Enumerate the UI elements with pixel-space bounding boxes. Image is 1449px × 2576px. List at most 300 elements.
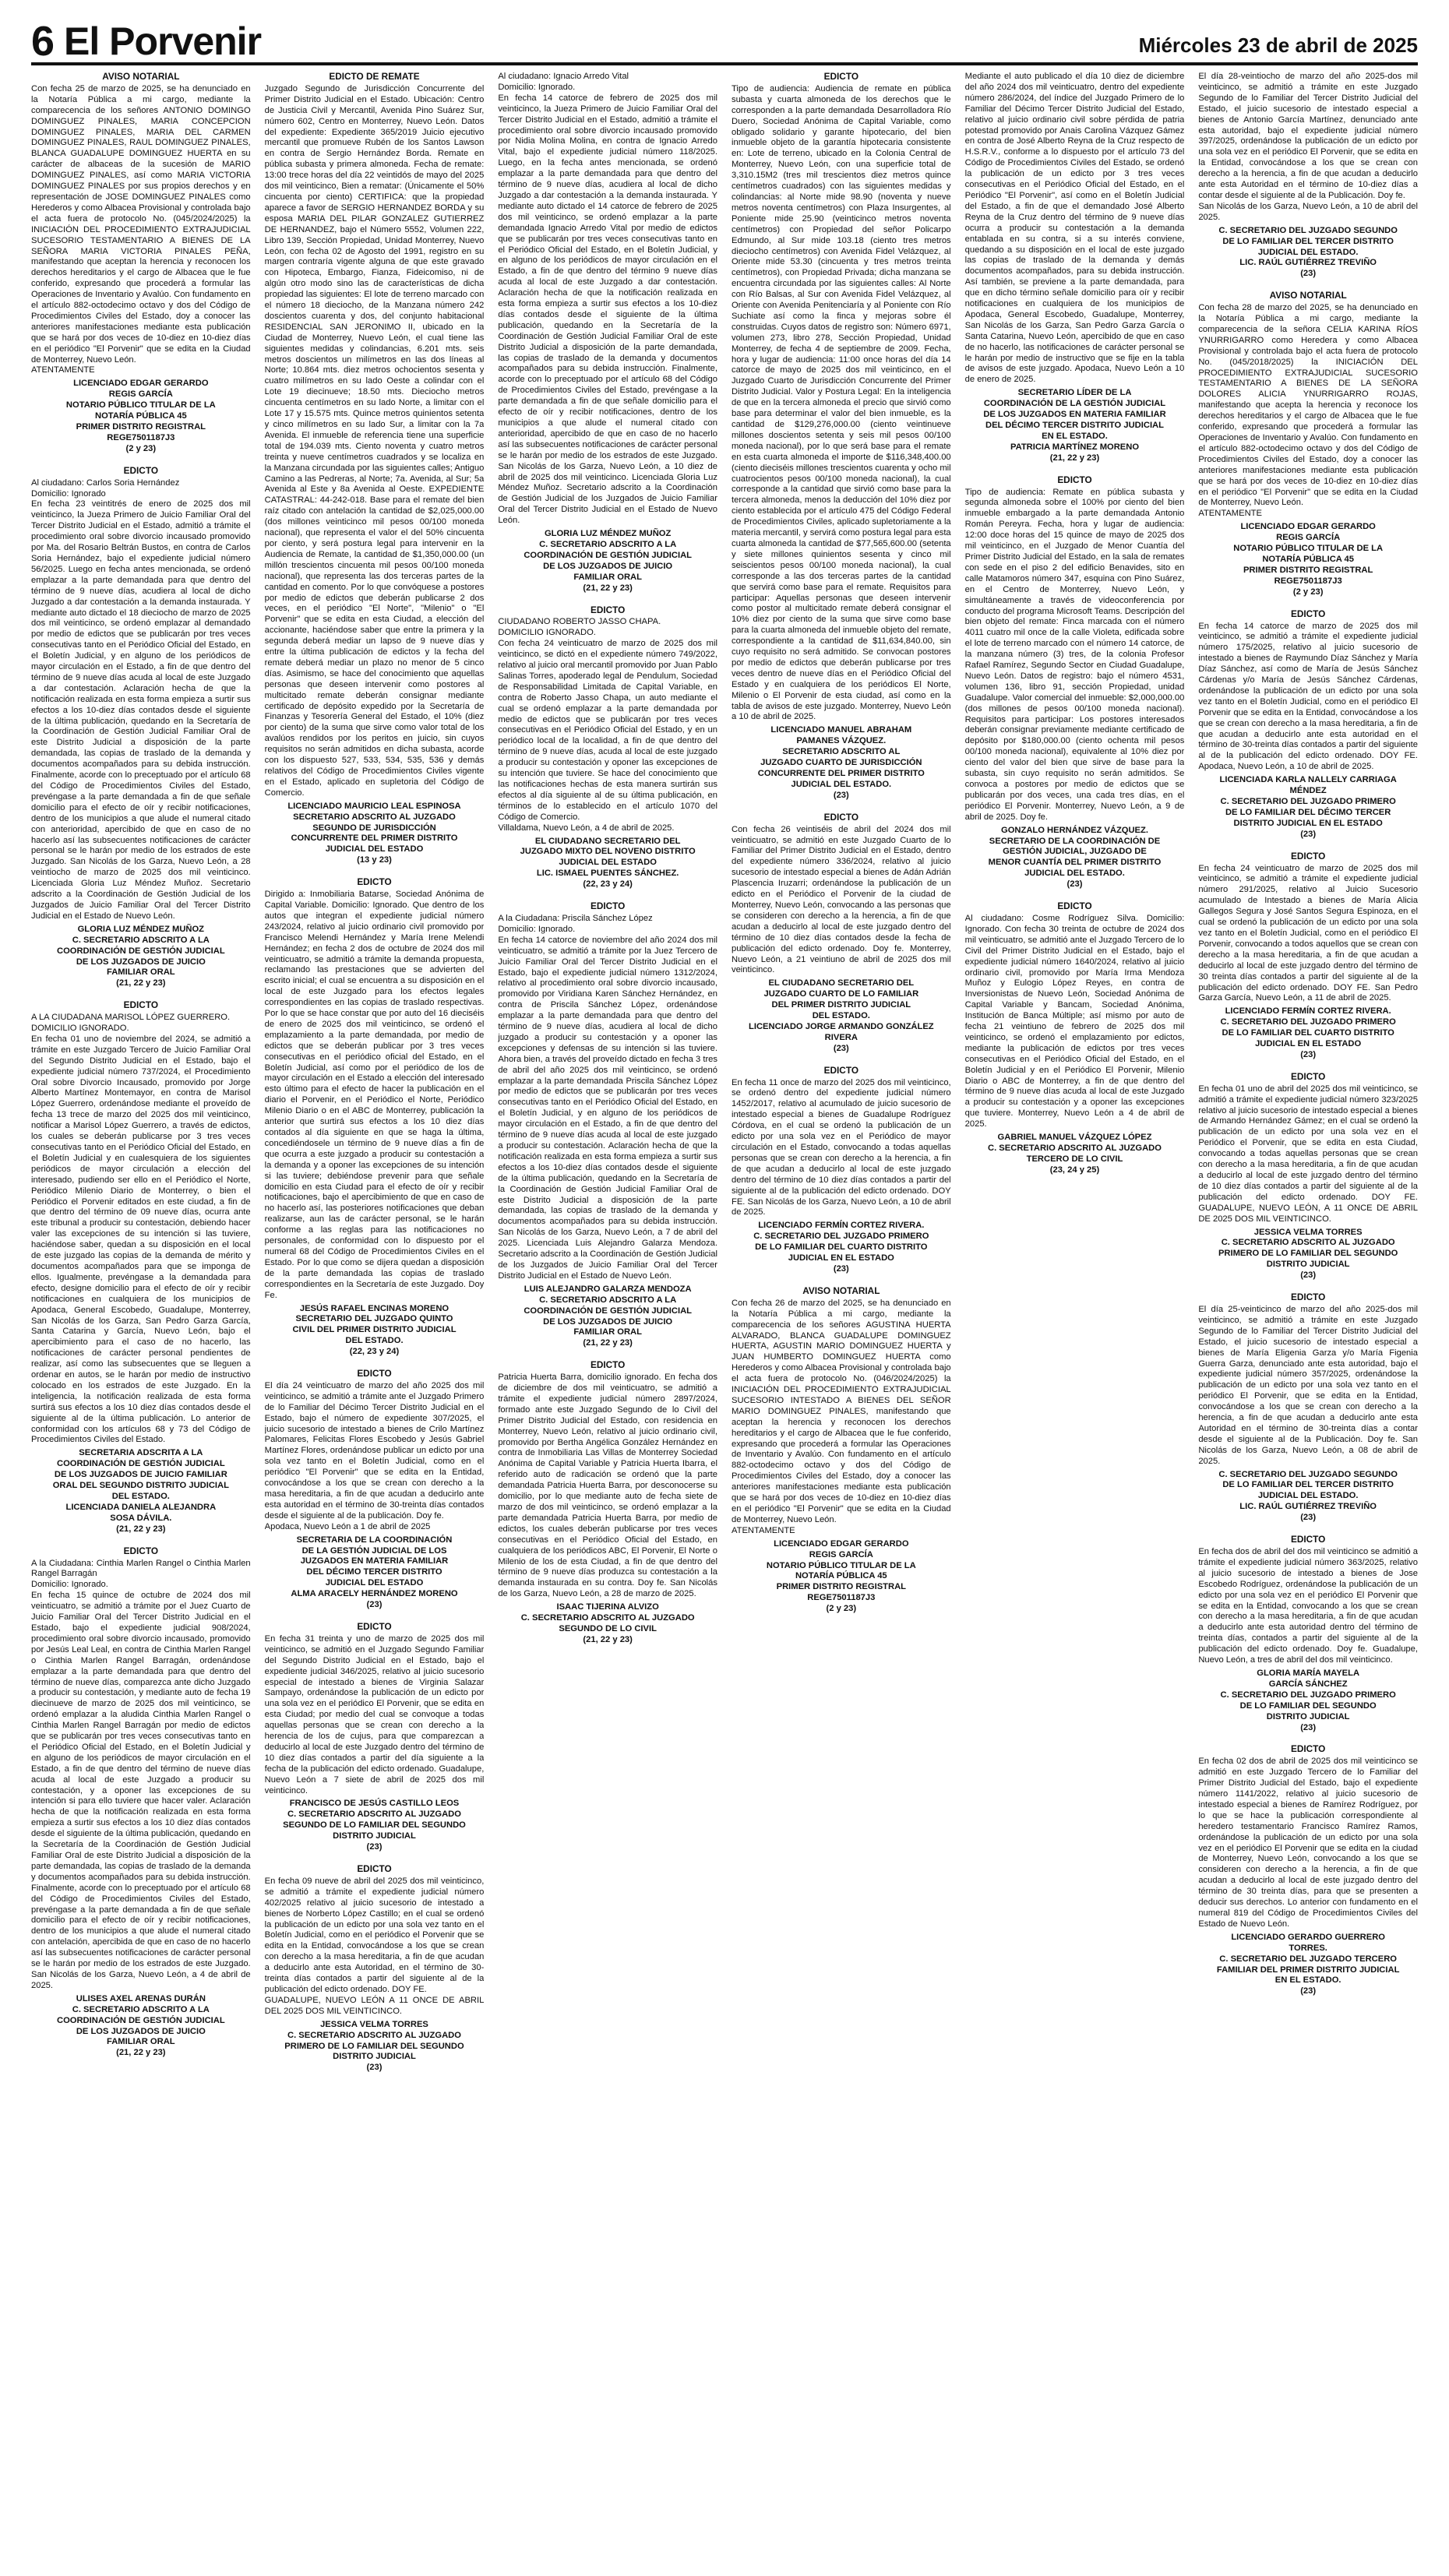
signature-line: (2 y 23) (125, 443, 157, 453)
signature-line: (13 y 23) (357, 855, 392, 865)
signature-line: LUIS ALEJANDRO GALARZA MENDOZA (524, 1284, 692, 1294)
notice-title: EDICTO (1290, 1534, 1326, 1545)
signature-line: (21, 22 y 23) (116, 1524, 166, 1534)
notice-signature (265, 802, 485, 866)
notice-title: EDICTO (357, 1863, 392, 1874)
notice-body (1198, 1757, 1418, 1930)
notice-paragraph: Domicilio: Ignorado. (31, 1580, 108, 1590)
notice-title: AVISO NOTARIAL (802, 1284, 880, 1296)
signature-line: DE LA GESTIÓN JUDICIAL DE LOS (301, 1545, 447, 1556)
notice-paragraph: En fecha 31 treinta y uno de marzo de 2025 dos mil veinticinco, se admitió en el Juzgado Segundo Familiar del Segundo Distrito Judicial en el Estado, bajo el expediente judicial 346/2025, relativo al juicio sucesorio especial de intestado a bienes de Virginia Salazar Sampayo, ordenándose la publicación de un edicto por una sola vez en el periódico El Porvenir, que se edita en esta Ciudad; por medio del cual se convoque a todas aquellas personas que se crean con derecho a la herencia de los de cujus, para que comparezcan a deducirlo al local de este Juzgado dentro del término de 10 diez días contados a partir del día siguiente a la fecha de la publicación del edicto ordenado. Guadalupe, Nuevo León a 7 siete de abril de 2025 dos mil veinticinco. (264, 1633, 485, 1795)
signature-line: DE LO FAMILIAR DEL TERCER DISTRITO (1222, 236, 1394, 246)
notice-signature (498, 837, 717, 891)
signature-line: REGIS GARCÍA (809, 1549, 873, 1559)
signature-line: EN EL ESTADO. (1274, 1975, 1341, 1986)
notice-signature (1198, 1933, 1418, 1997)
signature-line: (23) (1300, 1513, 1317, 1523)
notice-signature (1198, 1228, 1418, 1282)
notice-paragraph: En fecha dos de abril del dos mil veinticinco se admitió a trámite el expediente judicial número 363/2025, relativo al juicio sucesorio de intestado a bienes de Jose Escobedo Rodríguez, ordenándose la publicación de un edicto por una sola vez en el periódico El Porvenir que se edita en la Entidad, convocando a los que se crean con derecho a la masa hereditaria, a fin de que acudan a deducirlo ante esta autoridad dentro del término de treinta días, contados a partir del siguiente al de la publicación del edicto ordenado. Doy fe. Guadalupe, Nuevo León, a tres de abril del dos mil veinticinco. (1198, 1547, 1418, 1665)
signature-line: (23) (1300, 269, 1317, 279)
newspaper-logo: El Porvenir (64, 19, 262, 63)
signature-line: C. SECRETARIO DEL JUZGADO PRIMERO (1220, 1690, 1396, 1700)
notice-title: EDICTO (590, 900, 626, 912)
signature-line: (2 y 23) (826, 1604, 857, 1614)
signature-line: NOTARÍA PÚBLICA 45 (94, 411, 187, 421)
signature-line: REGE7501187J3 (107, 432, 175, 442)
legal-notice (31, 1000, 251, 1535)
signature-line: SECRETARIO DE LA COORDINACIÓN DE (989, 836, 1161, 846)
notice-column (732, 72, 951, 2572)
signature-line: LIC. RAÚL GUTIÉRREZ TREVIÑO (1239, 258, 1377, 268)
legal-notice (965, 475, 1185, 890)
signature-line: MENOR CUANTÍA DEL PRIMER DISTRITO (988, 858, 1162, 868)
signature-line: (22, 23 y 24) (583, 879, 633, 890)
notice-body (265, 1381, 485, 1533)
notice-paragraph: ATENTAMENTE (31, 365, 95, 375)
notice-paragraph: En fecha 02 dos de abril de 2025 dos mil veinticinco se admitió en este Juzgado Tercero de lo Familiar del Primer Distrito Judicial del Estado, bajo el expediente número 1141/2022, relativo al juicio sucesorio de intestado especial a bienes de Ramírez Rodríguez, por lo que se hace la publicación correspondiente al heredero testamentario Francisco Ramírez Ramos, ordenándose la publicación de un edicto por una sola vez en el periódico El Porvenir que se edita en la ciudad de Monterrey, Nuevo León, convocando a los que se consideren con derecho a la herencia, a fin de que acudan a deducirlo al local de este juzgado dentro del término de 30 treinta días, para que se presenten a deducir sus derechos. Lo anterior con fundamento en el numeral 819 del Código de Procedimientos Civiles del Estado de Nuevo León. (1198, 1757, 1418, 1929)
legal-notice (265, 1622, 485, 1853)
notice-title: EDICTO (823, 811, 858, 823)
legal-notice (965, 901, 1185, 1176)
notice-paragraph: Apodaca, Nuevo León a 1 de abril de 2025 (264, 1521, 431, 1531)
notice-signature (1198, 1470, 1418, 1524)
notice-title: EDICTO (357, 1368, 392, 1380)
notice-paragraph: El día 25-veinticinco de marzo del año 2025-dos mil veinticinco, se admitió a trámite en este Juzgado Segundo de lo Familiar del Tercer Distrito Judicial del Estado, el juicio sucesorio de intestado especial a bienes de María Eligenia Garza y/o María Figenia Guerra Garza, denunciado ante esta autoridad, bajo el expediente judicial número 357/2025, ordenándose la publicación de un edicto por una sola vez tanto en el periódico El Porvenir, que se edita en la Entidad, convocándose a los que se crean con derecho a la herencia, a fin de que acudan a deducirlo ante esta Autoridad en el término de 30-treinta días a contar desde el siguiente al de la Publicación. Doy fe. San Nicolás de los Garza, Nuevo León, a 08 de abril de 2025. (1198, 1304, 1418, 1466)
signature-line: CONCURRENTE DEL PRIMER DISTRITO (757, 769, 925, 778)
notice-signature (265, 1535, 485, 1611)
signature-line: GABRIEL MANUEL VÁZQUEZ LÓPEZ (997, 1133, 1152, 1143)
legal-notice (1198, 1535, 1418, 1733)
signature-line: NOTARIO PÚBLICO TITULAR DE LA (65, 400, 216, 411)
legal-notice (1198, 291, 1418, 597)
signature-line: DE LOS JUZGADOS EN MATERIA FAMILIAR (983, 410, 1166, 420)
signature-line: TORRES. (1289, 1943, 1327, 1953)
signature-line: CONCURRENTE DEL PRIMER DISTRITO (291, 833, 458, 844)
notice-signature (1198, 226, 1418, 280)
brand (31, 18, 262, 65)
notice-paragraph: En fecha 23 veintitrés de enero de 2025 dos mil veinticinco, la Jueza Primero de Juicio Familiar Oral del Tercer Distrito Judicial en el Estado, admitió a trámite el procedimiento oral sobre divorcio incausado promovido por Ma. del Rosario Beltrán Bustos, en contra de Carlos Soria Hernández, bajo el expediente judicial número 56/2025. Luego en fecha antes mencionada, se ordenó emplazar a la parte demandada para que dentro del término de 9 nueve días, acudiera al local de dicho Juzgado a dar contestación a la demanda instaurada. Y mediante auto dictado el 18 dieciocho de marzo de 2025 dos mil veinticinco, se ordenó emplazar al demandado por medio de edictos que se publicarán por tres veces consecutivas tanto en el Periódico Oficial del Estado, en el Boletín Judicial, y en alguno de los periódicos de mayor circulación en el Estado, a fin de que dentro del término de 9 nueve días acuda al local de este Juzgado a dar contestación. Aclaración hecha de que la notificación realizada en esta forma empieza a surtir sus efectos a los 10-diez días contados desde el siguiente de la última publicación, quedando en la Secretaría de la Coordinación de Gestión Judicial Familiar Oral de este Distrito Judicial a disposición de la parte demandada, las copias de traslado de la demanda y documentos acompañados para su debida instrucción. Finalmente, acorde con lo preceptuado por el artículo 68 del Código de Procedimientos Civiles del Estado, prevéngase a la parte demandada a fin de que señale domicilio para el efecto de oír y recibir notificaciones, dentro de los municipios a que alude el numeral citado con anterioridad, apercibido de que en caso de no hacerlo así las subsecuentes notificaciones de carácter personal se le harán por medio de los estrados de este Juzgado. San Nicolás de los Garza, Nuevo León, a 28 veintiocho de marzo de 2025 dos mil veinticinco. Licenciada Gloria Luz Méndez Muñoz. Secretario adscrito a la Coordinación de Gestión Judicial de los Juzgados de Juicio Familiar Oral del Tercer Distrito Judicial en el Estado de Nuevo León. (31, 499, 251, 921)
signature-line: PAMANES VÁZQUEZ. (796, 736, 887, 746)
signature-line: JUZGADO MIXTO DEL NOVENO DISTRITO (520, 847, 696, 857)
legal-notice (31, 72, 251, 455)
notice-paragraph: Con fecha 28 de marzo del 2025, se ha denunciado en la Notaría Pública a mi cargo, mediante la comparecencia de la señora CELIA KARINA RÍOS YNURRIGARRO como Heredera y como Albacea Provisional y controlada bajo el acta fuera de protocolo No. (045/2018/2025) la INICIACIÓN DEL PROCEDIMIENTO EXTRAJUDICIAL SUCESORIO TESTAMENTARIO A BIENES DE LA SEÑORA DOLORES ALICIA YNURRIGARRO ROJAS, manifestando que acepta la herencia y reconoce los derechos hereditarios y el cargo de Albacea que le fue conferido, expresando que procederá a formular las Operaciones de Inventario y Avalúo. Con fundamento en el artículo 882-octodecimo octavo y dos del Código de Procedimientos Civiles del Estado, doy a conocer las anteriores manifestaciones mediante esta publicación que se hará por dos veces de 10-diez en 10-diez días en el periódico "El Porvenir" que se edita en la Ciudad de Monterrey, Nuevo León. (1198, 303, 1418, 508)
signature-line: SECRETARIA DE LA COORDINACIÓN (296, 1535, 453, 1545)
notice-signature (31, 379, 251, 454)
signature-line: GLORIA LUZ MÉNDEZ MUÑOZ (544, 529, 672, 539)
notice-paragraph: San Nicolás de los Garza, Nuevo León, a 10 de abril del 2025. (1198, 201, 1418, 222)
signature-line: (22, 23 y 24) (349, 1347, 400, 1357)
notice-paragraph: Al ciudadano: Cosme Rodríguez Silva. Domicilio: Ignorado. Con fecha 30 treinta de octubre de 2024 dos mil veinticuatro, se admitió ante el Juzgado Tercero de lo Civil del Primer Distrito Judicial en el Estado, bajo el expediente judicial número 1640/2024, relativo al juicio ordinario civil, promovido por María Irma Mendoza Muñoz y Eulogio López Reyes, en contra de Inversionistas de Nuevo León, Sociedad Anónima de Capital Variable y Bancam, Sociedad Anónima, Institución de Banca Múltiple; así mismo por auto de fecha 21 veintiuno de febrero de 2025 dos mil veinticinco, se ordenó el emplazamiento por edictos, mediante la publicación de edictos por tres veces consecutivas en el Periódico Oficial del Estado, en el Boletín Judicial y en el Periódico El Porvenir, Milenio Diario o ABC de Monterrey, a fin de que dentro del término de 9 nueve días acuda al local de este Juzgado a producir su contestación y a oponer las excepciones que tuviere. Monterrey, Nuevo León a 4 de abril de 2025. (964, 913, 1185, 1129)
notice-signature (1198, 775, 1418, 840)
notice-paragraph: ATENTAMENTE (731, 1525, 795, 1535)
signature-line: GLORIA LUZ MÉNDEZ MUÑOZ (77, 924, 205, 934)
legal-notice (1198, 609, 1418, 840)
notice-title: EDICTO (357, 1620, 392, 1632)
signature-line: LICENCIADO GERARDO GUERRERO (1231, 1932, 1385, 1942)
signature-line: PRIMER DISTRITO REGISTRAL (76, 422, 206, 432)
legal-notice (1198, 72, 1418, 280)
signature-line: JUDICIAL DEL ESTADO (559, 858, 657, 868)
signature-line: (23) (1300, 1270, 1317, 1281)
signature-line: CIVIL DEL PRIMER DISTRITO JUDICIAL (292, 1325, 457, 1335)
signature-line: JUZGADO CUARTO DE LO FAMILIAR (763, 989, 919, 999)
legal-notice (732, 812, 951, 1055)
signature-line: FRANCISCO DE JESÚS CASTILLO LEOS (289, 1799, 460, 1809)
notice-title: EDICTO (357, 876, 392, 888)
signature-line: LIC. RAÚL GUTIÉRREZ TREVIÑO (1239, 1502, 1377, 1512)
signature-line: JUDICIAL DEL ESTADO. (1257, 247, 1359, 257)
signature-line: GLORIA MARÍA MAYELA (1257, 1668, 1360, 1678)
signature-line: DEL ESTADO. (111, 1492, 170, 1501)
notice-title: AVISO NOTARIAL (102, 72, 180, 82)
signature-line: LICENCIADA DANIELA ALEJANDRA (65, 1502, 217, 1512)
legal-notice (498, 1360, 717, 1646)
masthead (31, 14, 1418, 65)
signature-line: C. SECRETARIO DEL JUZGADO SEGUNDO (1218, 1469, 1398, 1479)
signature-line: JUDICIAL DEL ESTADO (325, 844, 424, 855)
signature-line: JUDICIAL DEL ESTADO. (791, 779, 892, 789)
signature-line: DISTRITO JUDICIAL (333, 2052, 416, 2062)
signature-line: DE LO FAMILIAR DEL TERCER DISTRITO (1222, 1480, 1394, 1490)
signature-line: FAMILIAR ORAL (573, 572, 642, 582)
signature-line: (23) (1300, 1722, 1317, 1732)
signature-line: (21, 22 y 23) (583, 1634, 633, 1644)
signature-line: SECRETARIO ADSCRITO AL JUZGADO (293, 812, 456, 822)
signature-line: EL CIUDADANO SECRETARIO DEL (534, 836, 681, 846)
notice-body (965, 488, 1185, 823)
notice-title: EDICTO (123, 464, 158, 476)
notice-signature (31, 925, 251, 989)
notice-paragraph: En fecha 14 catorce de febrero de 2025 dos mil veinticinco, la Jueza Primero de Juicio Familiar Oral del Tercer Distrito Judicial en el Estado, admitió a trámite el procedimiento oral sobre divorcio incausado promovido por Nidia Molina Molina, en contra de Ignacio Arredo Vital, bajo el expediente judicial número 118/2025. Luego, en la fecha antes mencionada, se ordenó emplazar a la parte demandada para que dentro del término de 9 nueve días, acudiera al local de dicho Juzgado a dar contestación a la demanda instaurada. Y mediante auto dictado el 14 catorce de febrero de 2025 dos mil veinticinco, se ordenó emplazar a la parte demandada Ignacio Arredo Vital por medio de edictos que se publicarán por tres veces consecutivas tanto en el Periódico Oficial del Estado, en el Boletín Judicial, y en alguno de los periódicos de mayor circulación en el Estado, a fin de que dentro del término 9 nueve días acuda al local de este Juzgado a dar contestación. Aclaración hecha de que la notificación realizada en esta forma empieza a surtir sus efectos a los 10-diez días contados desde el siguiente de la última publicación, quedando en la Secretaría de la Coordinación de Gestión Judicial Familiar Oral de este Distrito Judicial a disposición de la parte demandada, las copias de traslado de la demanda y documentos acompañados para su debida instrucción. Finalmente, acorde con lo preceptuado por el artículo 68 del Código de Procedimientos Civiles del Estado, prevéngase a la parte demandada a fin de que señale domicilio para el efecto de oír y recibir notificaciones, dentro de los municipios a que alude el numeral citado con anterioridad, apercibido de que en caso de no hacerlo así las subsecuentes notificaciones de carácter personal se le harán por medio de los estrados de este Juzgado. San Nicolás de los Garza, Nuevo León, a 10 diez de abril de 2025 dos mil veinticinco. Licenciada Gloria Luz Méndez Muñoz. Secretario adscrito a la Coordinación de Gestión Judicial de los Juzgados de Juicio Familiar Oral del Tercer Distrito Judicial en el Estado de Nuevo León. (498, 93, 717, 526)
notice-paragraph: En fecha 01 uno de abril del 2025 dos mil veinticinco, se admitió a trámite el expediente judicial número 323/2025 relativo al juicio sucesorio de intestado especial a bienes de Armando Hernández Gámez; en el cual se ordenó la publicación de un edicto por una sola vez en el Periódico el Porvenir, que se edita en esta Ciudad, convocando a todas aquellas personas que se crean con derecho a la masa hereditaria, a fin de que acudan a deducirlo al local de este juzgado dentro del término de 10 diez días contados a partir del siguiente al de la publicación del edicto ordenado. DOY FE. GUADALUPE, NUEVO LEÓN, A 11 ONCE DE ABRIL DE 2025 DOS MIL VEINTICINCO. (1198, 1084, 1418, 1224)
notice-body (498, 72, 717, 527)
signature-line: LIC. ISMAEL PUENTES SÁNCHEZ. (536, 869, 679, 879)
signature-line: (21, 22 y 23) (116, 978, 166, 988)
legal-notice (732, 1066, 951, 1275)
signature-line: C. SECRETARIO DEL JUZGADO SEGUNDO (1218, 225, 1398, 235)
signature-line: DE LO FAMILIAR DEL DÉCIMO TERCER (1225, 807, 1391, 817)
signature-line: DE LOS JUZGADOS DE JUICIO FAMILIAR (54, 1470, 227, 1480)
notice-body (1198, 303, 1418, 520)
notice-body (31, 1559, 251, 1992)
signature-line: PRIMER DISTRITO REGISTRAL (1243, 565, 1373, 575)
signature-line: C. SECRETARIO ADSCRITO AL JUZGADO (520, 1613, 695, 1623)
notice-signature (732, 1539, 951, 1615)
signature-line: REGIS GARCÍA (1276, 533, 1341, 543)
notice-title: EDICTO (823, 72, 858, 82)
signature-line: JESSICA VELMA TORRES (1253, 1227, 1363, 1237)
signature-line: JUDICIAL DEL ESTADO (325, 1578, 424, 1588)
notice-body (498, 1373, 717, 1600)
signature-line: REGE7501187J3 (807, 1593, 876, 1603)
signature-line: COORDINACIÓN DE GESTIÓN JUDICIAL (56, 1459, 225, 1469)
signature-line: DE LO FAMILIAR DEL SEGUNDO (1239, 1700, 1377, 1711)
signature-line: (23) (366, 1842, 383, 1852)
notice-paragraph: Domicilio: Ignorado. (498, 924, 576, 934)
signature-line: ORAL DEL SEGUNDO DISTRITO JUDICIAL (52, 1481, 229, 1491)
notice-signature (265, 1304, 485, 1358)
signature-line: DEL DÉCIMO TERCER DISTRITO (306, 1567, 442, 1577)
signature-line: (21, 22 y 23) (583, 1338, 633, 1348)
notice-paragraph: En fecha 14 catorce de noviembre del año 2024 dos mil veinticuatro, se admitió a trámite por la Juez Tercero de Juicio Familiar Oral del Tercer Distrito Judicial en el Estado, bajo el expediente judicial número 1312/2024, relativo al procedimiento oral sobre divorcio incausado, promovido por Viridiana Karen Sánchez Hernández, en contra de Priscila Sánchez López, ordenándose emplazar a la parte demandada para que dentro del término de 9 nueve días, acudiera al local de dicho juzgado a producir su contestación y a oponer las excepciones y defensas de su intención si las tuviere. Ahora bien, a través del proveído dictado en fecha 3 tres de abril del año 2025 dos mil veinticinco, se ordenó emplazar a la parte demandada Priscila Sánchez López por medio de edictos que se publicarán por tres veces consecutivas tanto en el Periódico Oficial del Estado, en el Boletín Judicial, y en alguno de los periódicos de mayor circulación en el Estado, a fin de que dentro del término de 9 nueve días acuda al local de este juzgado a producir su contestación. Aclaración hecha de que la notificación realizada en esta forma empieza a surtir sus efectos a los 10-diez días contados desde el siguiente de la última publicación, quedando en la Secretaría de la Coordinación de Gestión Judicial Familiar Oral de este Distrito Judicial a disposición de la parte demandada, las copias de traslado de la demanda y documentos acompañados para su debida instrucción. San Nicolás de los Garza, Nuevo León, a 7 de abril del 2025. Licenciada Luis Alejandro Galarza Mendoza. Secretario adscrito a la Coordinación de Gestión Judicial de los Juzgados de Juicio Familiar Oral del Tercer Distrito Judicial en el Estado de Nuevo León. (498, 935, 717, 1281)
signature-line: (21, 22 y 23) (116, 2048, 166, 2058)
notice-signature (732, 978, 951, 1054)
signature-line: JUDICIAL DEL ESTADO. (1024, 869, 1125, 879)
legal-notice (1198, 851, 1418, 1061)
signature-line: LICENCIADO MANUEL ABRAHAM (770, 725, 912, 735)
notice-paragraph: A la Ciudadana: Cinthia Marlen Rangel o Cinthia Marlen Rangel Barragán (31, 1558, 251, 1579)
notice-title: AVISO NOTARIAL (1269, 290, 1347, 301)
signature-line: DE LOS JUZGADOS DE JUICIO (76, 2026, 206, 2036)
signature-line: GESTIÓN JUDICIAL, JUZGADO DE (1003, 847, 1147, 857)
signature-line: ISAAC TIJERINA ALVIZO (556, 1602, 659, 1612)
signature-line: SEGUNDO DE LO CIVIL (559, 1623, 657, 1633)
notice-paragraph: A LA CIUDADANA MARISOL LÓPEZ GUERRERO. (31, 1013, 231, 1023)
notice-paragraph: El día 24 veinticuatro de marzo del año 2025 dos mil veinticinco, se admitió a trámite ante el Juzgado Primero de lo Familiar del Décimo Tercer Distrito Judicial en el Estado, bajo el número de expediente 307/2025, el juicio sucesorio de intestado a bienes de Crilo Martínez Palomares, Felicitas Flores Escobedo y Jesús Gabriel Martínez Flores, ordenándose publicar un edicto por una sola vez tanto en el Boletín Judicial, como en el periódico "El Porvenir" que se edita en la Entidad, convocándose a los que se crean con derecho a la masa hereditaria, a fin de que acudan a deducirlo ante esta autoridad en el término de 30-treinta días contados desde el siguiente al de la publicación. Doy fe. (264, 1380, 485, 1521)
notice-title: EDICTO (590, 1359, 626, 1371)
signature-line: C. SECRETARIO ADSCRITO A LA (72, 935, 210, 945)
notice-paragraph: En fecha 24 veinticuatro de marzo de 2025 dos mil veinticinco, se admitió a trámite el expediente judicial número 291/2025, relativo al Juicio Sucesorio acumulado de Intestado a bienes de María Alicia Gallegos Segura y José Santos Segura Espinoza, en el cual se ordenó la publicación de un edicto por una sola vez tanto en el Boletín Judicial, como en el periódico El Porvenir, convocando a todos aquellos que se crean con derecho a la masa hereditaria, a fin de que acudan a deducirlo al local de este juzgado dentro del término de 30 treinta días contados a partir del siguiente al de la publicación del edicto ordenado. DOY FE. San Pedro Garza García, Nuevo León, a 11 de abril de 2025. (1198, 863, 1418, 1003)
signature-line: C. SECRETARIO ADSCRITO A LA (539, 539, 677, 549)
signature-line: SEGUNDO DE LO FAMILIAR DEL SEGUNDO (283, 1820, 466, 1831)
notice-body (1198, 72, 1418, 224)
legal-notice (732, 1286, 951, 1615)
legal-notice (265, 72, 485, 866)
legal-notice (265, 877, 485, 1358)
signature-line: COORDINACIÓN DE GESTIÓN JUDICIAL (56, 2015, 225, 2025)
notice-title: EDICTO (1290, 1070, 1326, 1082)
signature-line: C. SECRETARIO ADSCRITO A LA (539, 1295, 677, 1305)
signature-line: LICENCIADO EDGAR GERARDO (73, 379, 209, 389)
notice-signature (1198, 522, 1418, 597)
signature-line: (23) (1300, 829, 1317, 839)
notice-body (31, 478, 251, 922)
notice-paragraph: A la Ciudadana: Priscila Sánchez López (498, 913, 653, 923)
signature-line: DEL DÉCIMO TERCER DISTRITO JUDICIAL (985, 421, 1164, 430)
notice-body (265, 1876, 485, 2017)
signature-line: DE LO FAMILIAR DEL CUARTO DISTRITO (755, 1242, 928, 1253)
signature-line: DISTRITO JUDICIAL (1266, 1711, 1350, 1721)
signature-line: (23) (1066, 879, 1083, 890)
notice-column (1198, 72, 1418, 2572)
signature-line: C. SECRETARIO ADSCRITO AL JUZGADO (287, 2030, 461, 2040)
signature-line: PRIMERO DE LO FAMILIAR DEL SEGUNDO (1218, 1249, 1398, 1259)
notice-body (732, 84, 951, 723)
notice-paragraph: DOMICILIO IGNORADO. (31, 1024, 129, 1034)
notice-body (732, 1078, 951, 1219)
signature-line: JUDICIAL EN EL ESTADO (1255, 1039, 1362, 1049)
notice-column (31, 72, 251, 2572)
signature-line: MÉNDEZ (1289, 786, 1327, 796)
notice-body (1198, 1084, 1418, 1225)
notice-paragraph: Con fecha 25 de marzo de 2025, se ha denunciado en la Notaría Pública a mi cargo, mediante la comparecencia de los señores ANTONIO DOMINGO DOMINGUEZ PINALES, MARIA CONCEPCION DOMINGUEZ PINALES, MARIA DEL CARMEN DOMINGUEZ PINALES, RAUL DOMINGUEZ PINALES, BLANCA GUADALUPE DOMINGUEZ HUERTA en su carácter de albaceas de la sucesión de MARIO DOMINGUEZ PINALES, así como MARIA VICTORIA DOMINGUEZ PINALES por sus propios derechos y en representación de JOSE DOMINGUEZ PINALES como Herederos y como Albacea Provisional y controlada bajo el acta fuera de protocolo No. (045/2024/2025) la INICIACIÓN DEL PROCEDIMIENTO EXTRAJUDICIAL SUCESORIO TESTAMENTARIO A BIENES DE LA SEÑORA MARIA VICTORIA PINALES PEÑA, manifestando que aceptan la herencia y reconocen los derechos hereditarios y el cargo de Albacea que le fue conferido, expresando que procederá a formular las Operaciones de Inventario y Avalúo. Con fundamento en el artículo 882-octodecimo octavo y dos del Código de Procedimientos Civiles del Estado, doy a conocer las anteriores manifestaciones mediante esta publicación que se hará por dos veces de 10-diez en 10-diez días en el periódico "El Porvenir" que se edita en la Ciudad de Monterrey, Nuevo León. (31, 83, 251, 365)
notice-signature (965, 826, 1185, 890)
notice-paragraph: ATENTAMENTE (1198, 509, 1262, 519)
notice-body (265, 84, 485, 799)
signature-line: LICENCIADO EDGAR GERARDO (1240, 522, 1376, 532)
signature-line: C. SECRETARIO DEL JUZGADO PRIMERO (753, 1232, 929, 1242)
legal-notice (265, 1864, 485, 2074)
notice-body (498, 617, 717, 833)
notice-signature (498, 1284, 717, 1349)
notice-title: EDICTO (1290, 608, 1326, 619)
notice-body (732, 825, 951, 977)
notice-paragraph: DOMICILIO IGNORADO. (498, 628, 596, 638)
signature-line: ALMA ARACELY HERNÁNDEZ MORENO (291, 1589, 458, 1599)
signature-line: SECRETARIO DEL JUZGADO QUINTO (295, 1314, 453, 1324)
notice-title: EDICTO (1057, 474, 1092, 485)
signature-line: COORDINACIÓN DE LA GESTIÓN JUDICIAL (983, 399, 1166, 409)
signature-line: (23) (833, 790, 849, 800)
signature-line: DISTRITO JUDICIAL (1266, 1260, 1350, 1270)
signature-line: SOSA DÁVILA. (110, 1513, 172, 1523)
signature-line: DE LOS JUZGADOS DE JUICIO (543, 561, 673, 571)
notice-paragraph: Tipo de audiencia: Audiencia de remate en pública subasta y cuarta almoneda de los derechos que le corresponden a la parte demandada Desarrolladora Río Duero, Sociedad Anónima de Capital Variable, como obligado solidario y garante hipotecario, del bien inmueble objeto de la garantía hipotecaria consistente en: Lote de terreno, ubicado en la Colonia Central de Monterrey, Nuevo León, con una superficie total de 3,310.15M2 (tres mil trescientos diez metros quince centímetros cuadrados) con las siguientes medidas y colindancias: al Norte mide 98.90 (noventa y nueve metros noventa centímetros) con Plaza Insurgentes, al Poniente mide 25.90 (veinticinco metros noventa centímetros) con Propiedad del señor Policarpo Edmundo, al Sur mide 103.18 (ciento tres metros dieciocho centímetros) con Avenida Fidel Velázquez, al Oriente mide 53.30 (cincuenta y tres metros treinta centímetros), con Propiedad Privada; dicha manzana se encuentra circundada por las siguientes calles: Al Norte con Río Balsas, al Sur con Avenida Fidel Velázquez, al Oriente con Avenida Penitenciaría y al Poniente con Río Suchiate así como la finca y mejoras sobre él construidas. Cuyos datos de registro son: Número 6971, volumen 273, libro 278, Sección Propiedad, Unidad Monterrey, de fecha 4 de septiembre de 2009. Fecha, hora y lugar de audiencia: 11:00 once horas del día 14 catorce de mayo de 2025 dos mil veinticinco, en el Juzgado Cuarto de Jurisdicción Concurrente del Primer Distrito Judicial. Valor y Postura Legal: En la inteligencia de que en la tercera almoneda el precio que sirvió como base para determinar el valor del bien inmueble, es la cantidad de $129,276,000.00 (ciento veintinueve millones doscientos setenta y seis mil pesos 00/100 moneda nacional), por lo que será base para el remate en esta cuarta almoneda el importe de $116,348,400.00 (ciento dieciséis millones trescientos cuarenta y ocho mil cuatrocientos pesos 00/100 moneda nacional), la cual corresponde a la cantidad que sirvió como base para la tercera almoneda, menos la deducción del 10% diez por ciento establecida por el artículo 475 del Código Federal de Procedimientos Civiles, aplicado supletoriamente a la materia mercantil, y servirá como postura legal para esta cuarta almoneda la cantidad de $77,565,600.00 (setenta y siete millones quinientos sesenta y cinco mil seiscientos pesos 00/100 moneda nacional), la cual corresponde a las dos terceras partes de la cantidad que servirá como base para el remate. Requisitos para participar: Aquellas personas que deseen intervenir como postor al multicitado remate deberá consignar el 10% diez por ciento de la suma que sirve como base para la cuarta almoneda del inmueble objeto del remate, correspondiente a la cantidad de $11,634,840.00, sin cuyo requisito no será admitido. Se convocan postores por medio de edictos que deberán publicarse por tres veces dentro de nueve días en el Periódico Oficial del Estado y en cualquiera de los periódicos El Norte, Milenio o El Porvenir de esta ciudad, así como en la tabla de avisos de este juzgado. Monterrey, Nuevo León a 10 de abril de 2025. (731, 83, 951, 722)
signature-line: DEL PRIMER DISTRITO JUDICIAL (771, 1000, 911, 1010)
notice-signature (265, 2020, 485, 2074)
legal-notice (1198, 1744, 1418, 1997)
page-number: 6 (31, 18, 55, 65)
signature-line: JUZGADOS EN MATERIA FAMILIAR (300, 1556, 449, 1566)
signature-line: FAMILIAR ORAL (107, 967, 175, 978)
signature-line: (23) (366, 2063, 383, 2073)
notice-signature (1198, 1669, 1418, 1733)
legal-notice (498, 72, 717, 594)
notice-signature (732, 1221, 951, 1275)
signature-line: FAMILIAR ORAL (107, 2037, 175, 2047)
signature-line: JUDICIAL DEL ESTADO. (1257, 1491, 1359, 1501)
legal-notice (31, 466, 251, 990)
notice-body (265, 1634, 485, 1797)
signature-line: (23) (1300, 1986, 1317, 1996)
signature-line: LICENCIADO MAURICIO LEAL ESPINOSA (287, 801, 461, 811)
signature-line: COORDINACIÓN DE GESTIÓN JUDICIAL (524, 550, 692, 560)
notice-body (31, 1013, 251, 1446)
signature-line: C. SECRETARIO DEL JUZGADO TERCERO (1219, 1954, 1398, 1964)
notice-paragraph: En fecha 14 catorce de marzo de 2025 dos mil veinticinco, se admitió a trámite el expediente judicial número 175/2025, relativo al juicio sucesorio de intestado a bienes de Raymundo Díaz Sánchez y María Díaz Sánchez, así como de María de Jesús Sánchez Cárdenas y/o María de Jesús Sánchez Cárdenas, ordenándose la publicación de un edicto por una sola vez tanto en el Boletín Judicial, como en el periódico El Porvenir que se edita en la Entidad, convocándose a los que se crean con derecho a la masa hereditaria, a fin de que acudan a deducirlo ante esta autoridad en el término de 30-treinta días contados a partir del siguiente al de la publicación del edicto ordenado. DOY FE. Apodaca, Nuevo León, a 10 de abril de 2025. (1198, 621, 1418, 772)
notice-body (1198, 1547, 1418, 1666)
signature-line: LICENCIADA KARLA NALLELY CARRIAGA (1219, 775, 1397, 785)
legal-notice (732, 72, 951, 802)
signature-line: REGIS GARCÍA (108, 389, 173, 400)
legal-notice (965, 72, 1185, 464)
signature-line: DISTRITO JUDICIAL EN EL ESTADO (1233, 818, 1383, 828)
signature-line: COORDINACIÓN DE GESTIÓN JUDICIAL (56, 946, 225, 956)
signature-line: SEGUNDO DE JURISDICCIÓN (312, 823, 436, 833)
legal-notice (498, 605, 717, 891)
signature-line: (23) (1300, 1049, 1317, 1059)
notice-paragraph: Con fecha 26 de marzo del 2025, se ha denunciado en la Notaría Pública a mi cargo, mediante la comparecencia de los señores AGUSTINA HUERTA ALVARADO, BLANCA GUADALUPE DOMINGUEZ HUERTA, AGUSTIN MARIO DOMINGUEZ HUERTA y JUAN HUMBERTO DOMINGUEZ HUERTA como Herederos y como Albacea Provisional y controlada bajo el acta fuera de protocolo No. (046/2024/2025) la INICIACIÓN DEL PROCEDIMIENTO EXTRAJUDICIAL SUCESORIO INTESTADO A BIENES DEL SEÑOR MARIO DOMINGUEZ PINALES, manifestando que aceptan la herencia y reconocen los derechos hereditarios y el cargo de Albacea que le fue conferido, expresando que procederá a formular las Operaciones de Inventario y Avalúo. Con fundamento en el artículo 882-octodecimo octavo y dos del Código de Procedimientos Civiles del Estado, doy a conocer las anteriores manifestaciones mediante esta publicación que se hará por dos veces de 10-diez en 10-diez días en el periódico "El Porvenir" que se edita en la Ciudad de Monterrey, Nuevo León. (731, 1298, 951, 1524)
signature-line: C. SECRETARIO ADSCRITO AL JUZGADO (1221, 1238, 1395, 1248)
signature-line: DISTRITO JUDICIAL (333, 1831, 416, 1841)
signature-line: NOTARIO PÚBLICO TITULAR DE LA (766, 1560, 916, 1570)
notice-paragraph: Al ciudadano: Carlos Soria Hernández (31, 477, 180, 488)
notice-signature (498, 1602, 717, 1646)
signature-line: DEL ESTADO. (345, 1336, 404, 1346)
signature-line: (23) (833, 1043, 849, 1053)
signature-line: NOTARÍA PÚBLICA 45 (1262, 554, 1354, 564)
signature-line: C. SECRETARIO DEL JUZGADO PRIMERO (1220, 1017, 1396, 1027)
notice-paragraph: Patricia Huerta Barra, domicilio ignorado. En fecha dos de diciembre de dos mil veinticuatro, se admitió a trámite el expediente judicial número 2897/2024, formado ante este Juzgado Segundo de lo Civil del Primer Distrito Judicial del Estado, con residencia en Monterrey, Nuevo León, relativo al juicio ordinario civil, promovido por Bertha Angélica González Hernández en contra de Inmobiliaria Las Villas de Monterrey Sociedad Anónima de Capital Variable y Patricia Huerta Ibarra, el referido auto de radicación se ordenó que la parte demandada Patricia Huerta Barra, por desconocerse su domicilio, por lo que mediante auto de fecha siete de marzo de dos mil veinticinco, se ordenó emplazar a la parte demandada Patricia Huerta Barra, por medio de edictos, los cuales deberán publicarse por tres veces consecutivas en el Periódico Oficial del Estado, en cualquiera de los periódicos ABC, El Porvenir, El Norte o Milenio de los de esta Ciudad, a fin de que dentro del término de 9 nueve días produzca su contestación a la demanda instaurada en su contra. Doy fe. San Nicolás de los Garza, Nuevo León, a 28 de marzo de 2025. (498, 1373, 717, 1599)
signature-line: (23) (366, 1600, 383, 1610)
notice-body (265, 890, 485, 1301)
notice-signature (31, 1448, 251, 1535)
notice-paragraph: Con fecha 26 veintiséis de abril del 2024 dos mil veinticuatro, se admitió en este Juzgado Cuarto de lo Familiar del Primer Distrito Judicial en el Estado, dentro del expediente número 336/2024, relativo al juicio sucesorio de intestado especial a bienes de Adán Adrián Plascencia Iruzarri; ordenándose la publicación de un edicto en el Periódico el Porvenir de la ciudad de Monterrey, Nuevo León, convocando a las personas que se consideren con derecho a la herencia, a fin de que acudan a deducirlo al local de este juzgado dentro del término de 10 diez días contados desde la fecha de publicación del edicto ordenado. Doy fe. Monterrey, Nuevo León, a 21 veintiuno de abril de 2025 dos mil veinticinco. (731, 824, 951, 975)
notice-signature (265, 1799, 485, 1853)
signature-line: RIVERA (824, 1032, 858, 1042)
notice-body (31, 84, 251, 376)
signature-line: C. SECRETARIO ADSCRITO AL JUZGADO (988, 1144, 1162, 1153)
signature-line: SECRETARIA ADSCRITA A LA (79, 1448, 203, 1458)
signature-line: (23, 24 y 25) (1049, 1165, 1100, 1175)
notice-column (265, 72, 485, 2572)
notice-paragraph: En fecha 09 nueve de abril del 2025 dos mil veinticinco, se admitió a trámite el expediente judicial número 402/2025 relativo al juicio sucesorio de intestado a bienes de Norberto López Castillo; en el cual se ordenó la publicación de un edicto por una sola vez tanto en el Boletín Judicial, como en el periódico el Porvenir que se edita en la Entidad, convocándose a los que se crean con derecho a la masa hereditaria, a fin de que acudan a deducirlo ante esta Autoridad, en el término de 30-treinta días contados a partir del siguiente al de la publicación del edicto ordenado. DOY FE. (264, 1876, 485, 1994)
notice-column (965, 72, 1185, 2572)
notice-paragraph: Con fecha 24 veinticuatro de marzo de 2025 dos mil veinticinco, se dictó en el expediente número 749/2022, relativo al juicio oral mercantil promovido por Juan Pablo Salinas Torres, apoderado legal de Pendulum, Sociedad de Responsabilidad Limitada de Capital Variable, en contra de Roberto Jasso Chapa, un auto mediante el cual se ordenó emplazar a la parte demandada por medio de edictos que se publicarán por tres veces consecutivas en el Periódico Oficial del Estado, y en un periódico local de la localidad, a fin de que dentro del término de 9 nueve días, acuda al local de este juzgado a producir su contestación y oponer las excepciones de su intención que tuviere. Se hace del conocimiento que las notificaciones hechas de esta manera surtirán sus efectos al día siguiente al de su última publicación, en términos de lo establecido en el artículo 1070 del Código de Comercio. (498, 639, 717, 822)
signature-line: TERCERO DE LO CIVIL (1026, 1154, 1123, 1164)
signature-line: (23) (833, 1263, 849, 1274)
signature-line: (21, 22 y 23) (1049, 453, 1100, 463)
notice-paragraph: En fecha 01 uno de noviembre del 2024, se admitió a trámite en este Juzgado Tercero de Juicio Familiar Oral del Segundo Distrito Judicial en el Estado, bajo el expediente judicial número 737/2024, el Procedimiento Oral sobre Divorcio Incausado, promovido por Jorge Alberto Martínez Montemayor, en contra de Marisol López Guerrero, ordenándose mediante el proveído de fecha 13 trece de marzo del 2025 dos mil veinticinco, notificar a Marisol López Guerrero, a través de edictos, los cuales se deberán publicarse por 3 tres veces consecutivas tanto en el Periódico Oficial del Estado, en el Boletín Judicial y en cualesquiera de los siguientes periódicos de mayor circulación a elección del interesado, pudiendo ser ello en el Periódico el Norte, Periódico Milenio Diario de Monterrey, o bien el Periódico el Porvenir editados en este ciudad, a fin de que dentro del término de 09 nueve días, ocurra ante este tribunal a producir su contestación, debiendo hacer valer las excepciones de su intención si las tuviere, haciéndose saber, quedan a su disposición en el local de este juzgado las copias de la demanda de mérito y documentos acompañados para que se imponga de ellos. Igualmente, prevéngase a la demandada para efecto, designe domicilio para el efecto de oír y recibir notificaciones en cualquiera de los municipios de Apodaca, General Escobedo, Guadalupe, Monterrey, San Nicolás de los Garza, San Pedro Garza García, Santa Catarina y García, Nuevo León, bajo el apercibimiento para el caso de no hacerlo, las notificaciones de carácter personal pendientes de realizar, así como las subsecuentes que se lleguen a ordenar en autos, se le harán por medio de instructivo colocado en los estrados de este Juzgado. En la inteligencia, la notificación realizada de esta forma surtirá sus efectos a los 10 diez días contados desde el siguiente al de la última publicación. Lo anterior de conformidad con los artículos 68 y 73 del Código de Procedimientos Civiles del Estado. (31, 1034, 251, 1445)
issue-date: Miércoles 23 de abril de 2025 (1138, 33, 1418, 57)
notice-body (1198, 622, 1418, 774)
classifieds-columns (31, 72, 1418, 2572)
notice-body (498, 914, 717, 1282)
signature-line: JESÚS RAFAEL ENCINAS MORENO (299, 1303, 450, 1313)
signature-line: DE LOS JUZGADOS DE JUICIO (76, 957, 206, 967)
signature-line: SECRETARIO ADSCRITO AL (782, 747, 901, 757)
signature-line: FAMILIAR DEL PRIMER DISTRITO JUDICIAL (1216, 1965, 1400, 1975)
signature-line: LICENCIADO FERMÍN CORTEZ RIVERA. (1225, 1006, 1391, 1017)
notice-paragraph: Tipo de audiencia: Remate en pública subasta y segunda almoneda sobre el 100% por ciento del bien inmueble embargado a la parte demandada Antonio Román Pereyra. Fecha, hora y lugar de audiencia: 12:00 doce horas del 15 quince de mayo de 2025 dos mil veinticinco, en el Juzgado de Menor Cuantía del Primer Distrito Judicial del Estado, en la sala de remates con sede en el piso 2 del edificio Benavides, sito en calle Matamoros número 347, esquina con Pino Suárez, en el Centro de Monterrey, Nuevo León, y simultáneamente a través de videoconferencia por conducto del programa Microsoft Teams. Descripción del bien objeto del remate: Finca marcada con el número 4011 cuatro mil once de la calle Violeta, edificada sobre el lote de terreno marcado con el número 14 catorce, de la manzana número (3) tres, de la colonia Profesor Rafael Ramírez, Segundo Sector en Ciudad Guadalupe, Nuevo León. Datos de registro: bajo el número 4531, volumen 136, libro 91, sección Propiedad, unidad Guadalupe. Valor comercial del inmueble: $2,000,000.00 (dos millones de pesos 00/100 moneda nacional). Requisitos para participar: Los postores interesados deberán consignar previamente mediante certificado de depósito por $180,000.00 (ciento ochenta mil pesos 00/100 moneda nacional), equivalente al 10% diez por ciento del valor del bien que sirve de base para la subasta, sin cuyo requisito no serán admitidos. Se convoca a postores por medio de edictos que se publicarán por dos veces, una cada tres días, en el periódico El Porvenir. Monterrey, Nuevo León, a 9 de abril de 2025. Doy fe. (964, 487, 1185, 822)
signature-line: JESSICA VELMA TORRES (320, 2019, 428, 2029)
signature-line: GONZALO HERNÁNDEZ VÁZQUEZ. (1001, 825, 1148, 835)
notice-signature (31, 1994, 251, 2059)
signature-line: ULISES AXEL ARENAS DURÁN (76, 1993, 206, 2003)
signature-line: (2 y 23) (1292, 587, 1324, 597)
signature-line: PRIMER DISTRITO REGISTRAL (776, 1582, 906, 1592)
notice-signature (965, 388, 1185, 463)
legal-notice (31, 1546, 251, 2060)
notice-body (732, 1299, 951, 1537)
signature-line: LICENCIADO FERMÍN CORTEZ RIVERA. (758, 1221, 925, 1231)
notice-title: EDICTO (123, 1545, 158, 1556)
notice-title: EDICTO DE REMATE (329, 72, 420, 82)
legal-notice (498, 901, 717, 1349)
signature-line: FAMILIAR ORAL (573, 1327, 642, 1337)
signature-line: NOTARIO PÚBLICO TITULAR DE LA (1233, 544, 1384, 554)
notice-body (1198, 1305, 1418, 1468)
notice-title: EDICTO (823, 1064, 858, 1076)
signature-line: EN EL ESTADO. (1042, 431, 1108, 441)
notice-paragraph: Al ciudadano: Ignacio Arredo Vital (498, 72, 629, 81)
notice-title: EDICTO (1290, 1743, 1326, 1755)
notice-body (965, 914, 1185, 1130)
legal-notice (265, 1369, 485, 1611)
notice-paragraph: El día 28-veintiocho de marzo del año 2025-dos mil veinticinco, se admitió a trámite en este Juzgado Segundo de lo Familiar del Tercer Distrito Judicial del Estado, el juicio sucesorio de intestado especial a bienes de Antonio García Martínez, denunciado ante esta autoridad, bajo el expediente judicial número 397/2025, ordenándose la publicación de un edicto por una sola vez en el periódico El Porvenir, que se edita en la Entidad, convocándose a los que se crean con derecho a la herencia, a fin de que acudan a deducirlo ante esta Autoridad en el término de 10-diez días a contar desde el siguiente al de la Publicación. Doy fe. (1198, 72, 1418, 200)
notice-signature (965, 1133, 1185, 1176)
notice-title: EDICTO (1057, 900, 1092, 912)
notice-signature (1198, 1006, 1418, 1061)
signature-line: DEL ESTADO. (812, 1011, 870, 1021)
signature-line: JUZGADO CUARTO DE JURISDICCIÓN (760, 758, 922, 768)
notice-signature (732, 725, 951, 801)
notice-body (965, 72, 1185, 386)
notice-title: EDICTO (123, 999, 158, 1011)
legal-notice (1198, 1292, 1418, 1524)
notice-signature (498, 529, 717, 594)
signature-line: NOTARÍA PÚBLICA 45 (795, 1571, 887, 1581)
